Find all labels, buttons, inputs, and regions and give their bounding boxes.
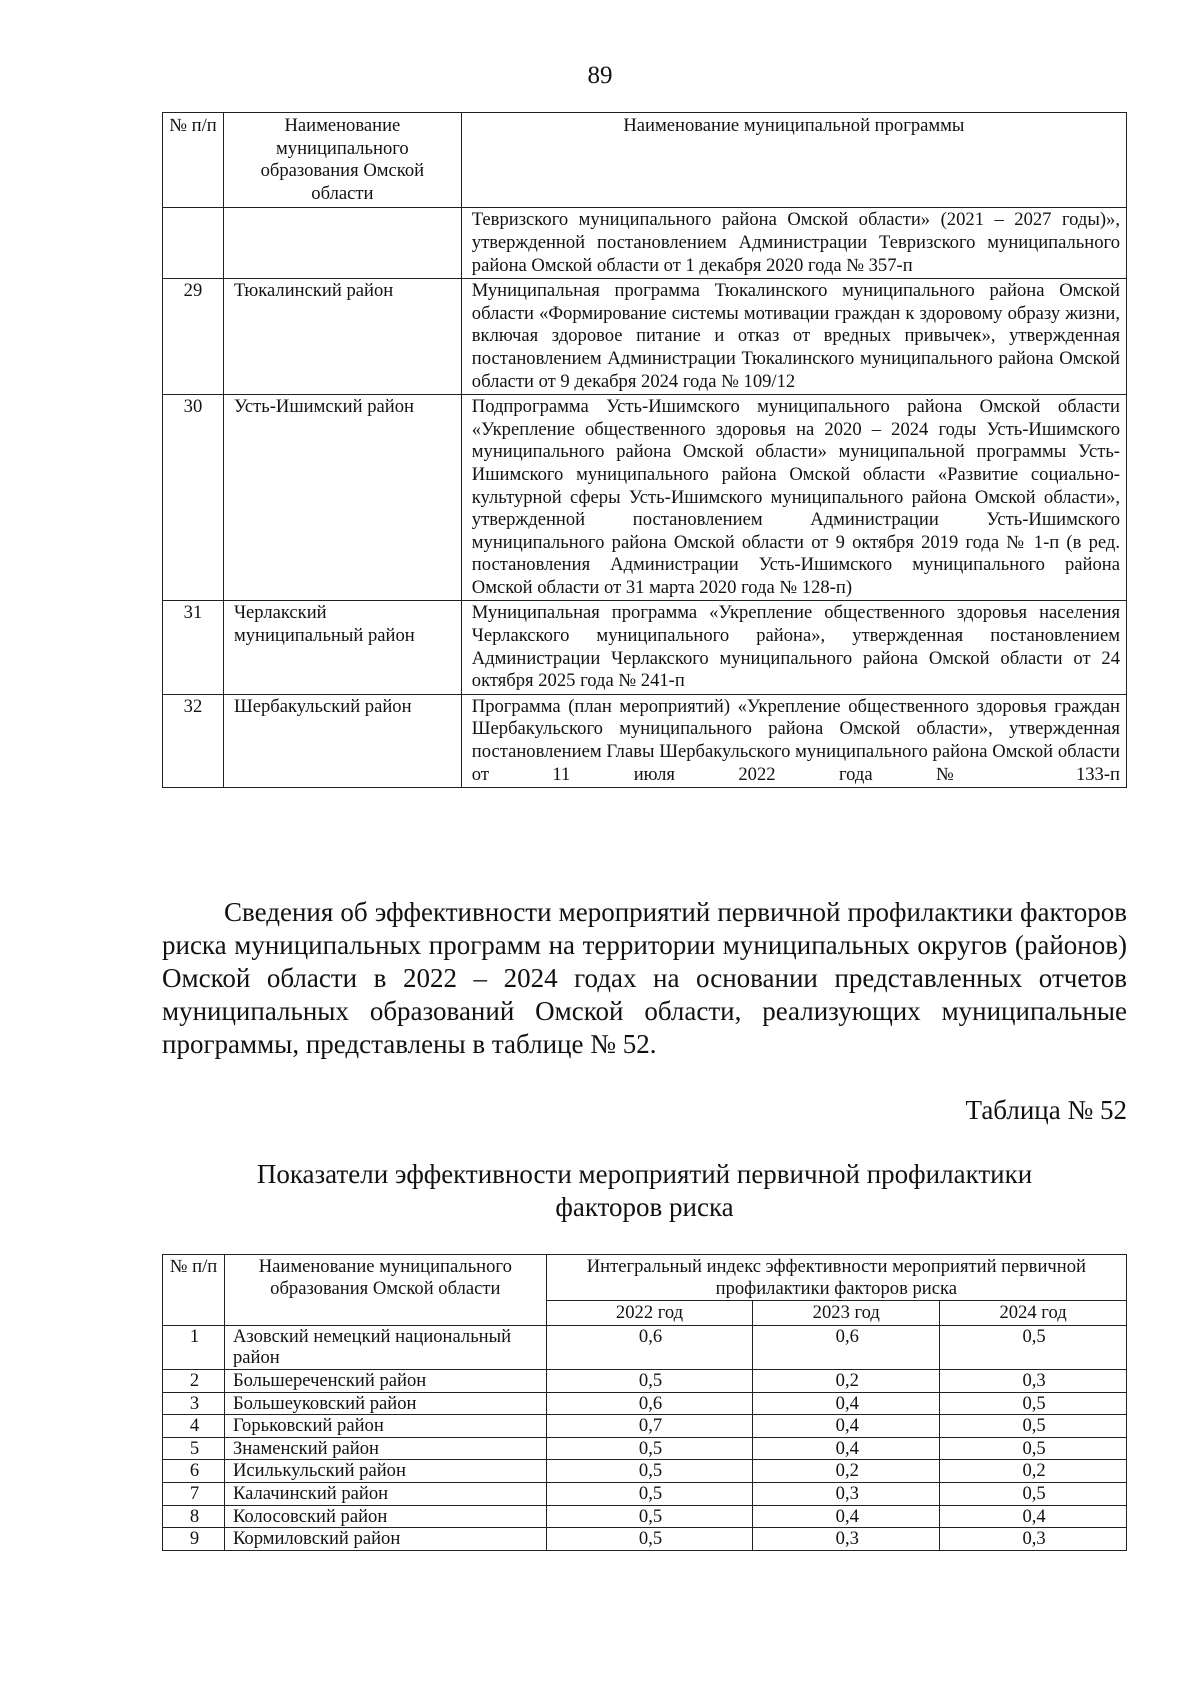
table-row (163, 1528, 1127, 1551)
value-2024: 0,5 (940, 1437, 1127, 1460)
row-municipality: Исилькульский район (224, 1460, 546, 1483)
value-2023: 0,6 (753, 1325, 940, 1369)
row-municipality: Кормиловский район (224, 1528, 546, 1551)
table-row (163, 1415, 1127, 1438)
value-2022: 0,5 (546, 1460, 753, 1483)
table-title-line-2: факторов риска (555, 1192, 734, 1222)
row-municipality (223, 208, 461, 279)
row-municipality: Калачинский район (224, 1482, 546, 1505)
value-2022: 0,5 (546, 1505, 753, 1528)
table-row (163, 1325, 1127, 1369)
value-2023: 0,4 (753, 1505, 940, 1528)
value-2022: 0,5 (546, 1437, 753, 1460)
value-2024: 0,3 (940, 1369, 1127, 1392)
value-2023: 0,3 (753, 1482, 940, 1505)
row-num: 3 (163, 1392, 225, 1415)
row-num: 1 (163, 1325, 225, 1369)
value-2024: 0,3 (940, 1528, 1127, 1551)
row-program: Тевризского муниципального района Омской области» (2021 – 2027 годы)», утвержденной постановлением Администрации Тевризского муниципального района Омской области от 1 декабря 2020 года № 357-п (461, 208, 1126, 279)
row-municipality: Большереченский район (224, 1369, 546, 1392)
municipal-programs-table (162, 112, 1127, 788)
row-municipality: Тюкалинский район (223, 279, 461, 395)
table-row (163, 395, 1127, 601)
row-num: 2 (163, 1369, 225, 1392)
table-title-line-1: Показатели эффективности мероприятий первичной профилактики (256, 1159, 1033, 1189)
table-header-row (163, 1255, 1127, 1301)
row-program: Муниципальная программа «Укрепление общественного здоровья населения Черлакского муниципального района», утвержденная постановлением Администрации Черлакского муниципального района Омской области от 24 октября 2025 года № 241-п (461, 601, 1126, 694)
row-num: 29 (163, 279, 224, 395)
row-num: 31 (163, 601, 224, 694)
value-2022: 0,5 (546, 1369, 753, 1392)
value-2024: 0,2 (940, 1460, 1127, 1483)
value-2024: 0,5 (940, 1482, 1127, 1505)
table-row (163, 1392, 1127, 1415)
row-municipality: Усть-Ишимский район (223, 395, 461, 601)
table-row (163, 601, 1127, 694)
row-municipality: Азовский немецкий национальный район (224, 1325, 546, 1369)
header-index: Интегральный индекс эффективности мероприятий первичной профилактики факторов риска (546, 1255, 1126, 1301)
value-2023: 0,2 (753, 1369, 940, 1392)
row-num: 7 (163, 1482, 225, 1505)
value-2023: 0,3 (753, 1528, 940, 1551)
table-header-row (163, 113, 1127, 208)
row-municipality: Шербакульский район (223, 694, 461, 787)
row-municipality: Колосовский район (224, 1505, 546, 1528)
row-num: 4 (163, 1415, 225, 1438)
row-num (163, 208, 224, 279)
row-program: Программа (план мероприятий) «Укрепление общественного здоровья граждан Шербакульского муниципального района Омской области», утвержденная постановлением Главы Шербакульского муниципального района Омской области от 11 июля 2022 года № 133-п (461, 694, 1126, 787)
value-2022: 0,5 (546, 1528, 753, 1551)
row-num: 8 (163, 1505, 225, 1528)
header-municipality: Наименование муниципального образования Омской области (223, 113, 461, 208)
row-num: 5 (163, 1437, 225, 1460)
row-municipality: Знаменский район (224, 1437, 546, 1460)
value-2024: 0,5 (940, 1415, 1127, 1438)
value-2024: 0,4 (940, 1505, 1127, 1528)
page-number: 89 (587, 62, 613, 89)
value-2023: 0,4 (753, 1437, 940, 1460)
row-municipality: Горьковский район (224, 1415, 546, 1438)
header-program: Наименование муниципальной программы (461, 113, 1126, 208)
table-row (163, 1437, 1127, 1460)
effectiveness-index-table (162, 1254, 1127, 1551)
header-year-2023: 2023 год (753, 1301, 940, 1326)
row-num: 6 (163, 1460, 225, 1483)
value-2024: 0,5 (940, 1325, 1127, 1369)
value-2024: 0,5 (940, 1392, 1127, 1415)
header-year-2022: 2022 год (546, 1301, 753, 1326)
value-2022: 0,6 (546, 1325, 753, 1369)
header-year-2024: 2024 год (940, 1301, 1127, 1326)
value-2022: 0,7 (546, 1415, 753, 1438)
value-2023: 0,4 (753, 1415, 940, 1438)
row-num: 9 (163, 1528, 225, 1551)
table-row (163, 1460, 1127, 1483)
table-row (163, 1482, 1127, 1505)
row-municipality: Черлакский муниципальный район (223, 601, 461, 694)
row-program: Подпрограмма Усть-Ишимского муниципального района Омской области «Укрепление общественного здоровья на 2020 – 2024 годы Усть-Ишимского муниципального района Омской области» муниципальной программы Усть-Ишимского муниципального района Омской области «Развитие социально-культурной сферы Усть-Ишимского муниципального района Омской области», утвержденной постановлением Администрации Усть-Ишимского муниципального района Омской области от 9 октября 2019 года № 1-п (в ред. постановления Администрации Усть-Ишимского муниципального района Омской области от 31 марта 2020 года № 128-п) (461, 395, 1126, 601)
header-num: № п/п (163, 113, 224, 208)
value-2023: 0,2 (753, 1460, 940, 1483)
table-row (163, 1369, 1127, 1392)
value-2023: 0,4 (753, 1392, 940, 1415)
table-title (162, 1158, 1127, 1224)
value-2022: 0,5 (546, 1482, 753, 1505)
summary-paragraph: Сведения об эффективности мероприятий первичной профилактики факторов риска муниципальных программ на территории муниципальных округов (районов) Омской области в 2022 – 2024 годах на основании представленных отчетов муниципальных образований Омской области, реализующих муниципальные программы, представлены в таблице № 52. (162, 897, 1127, 1059)
table-row (163, 208, 1127, 279)
row-num: 32 (163, 694, 224, 787)
header-num: № п/п (163, 1255, 225, 1326)
table-row (163, 1505, 1127, 1528)
row-municipality: Большеуковский район (224, 1392, 546, 1415)
table-row (163, 279, 1127, 395)
row-program: Муниципальная программа Тюкалинского муниципального района Омской области «Формирование системы мотивации граждан к здоровому образу жизни, включая здоровое питание и отказ от вредных привычек», утвержденная постановлением Администрации Тюкалинского муниципального района Омской области от 9 декабря 2024 года № 109/12 (461, 279, 1126, 395)
header-municipality: Наименование муниципального образования Омской области (224, 1255, 546, 1326)
value-2022: 0,6 (546, 1392, 753, 1415)
table-caption: Таблица № 52 (965, 1095, 1127, 1125)
table-row (163, 694, 1127, 787)
row-num: 30 (163, 395, 224, 601)
